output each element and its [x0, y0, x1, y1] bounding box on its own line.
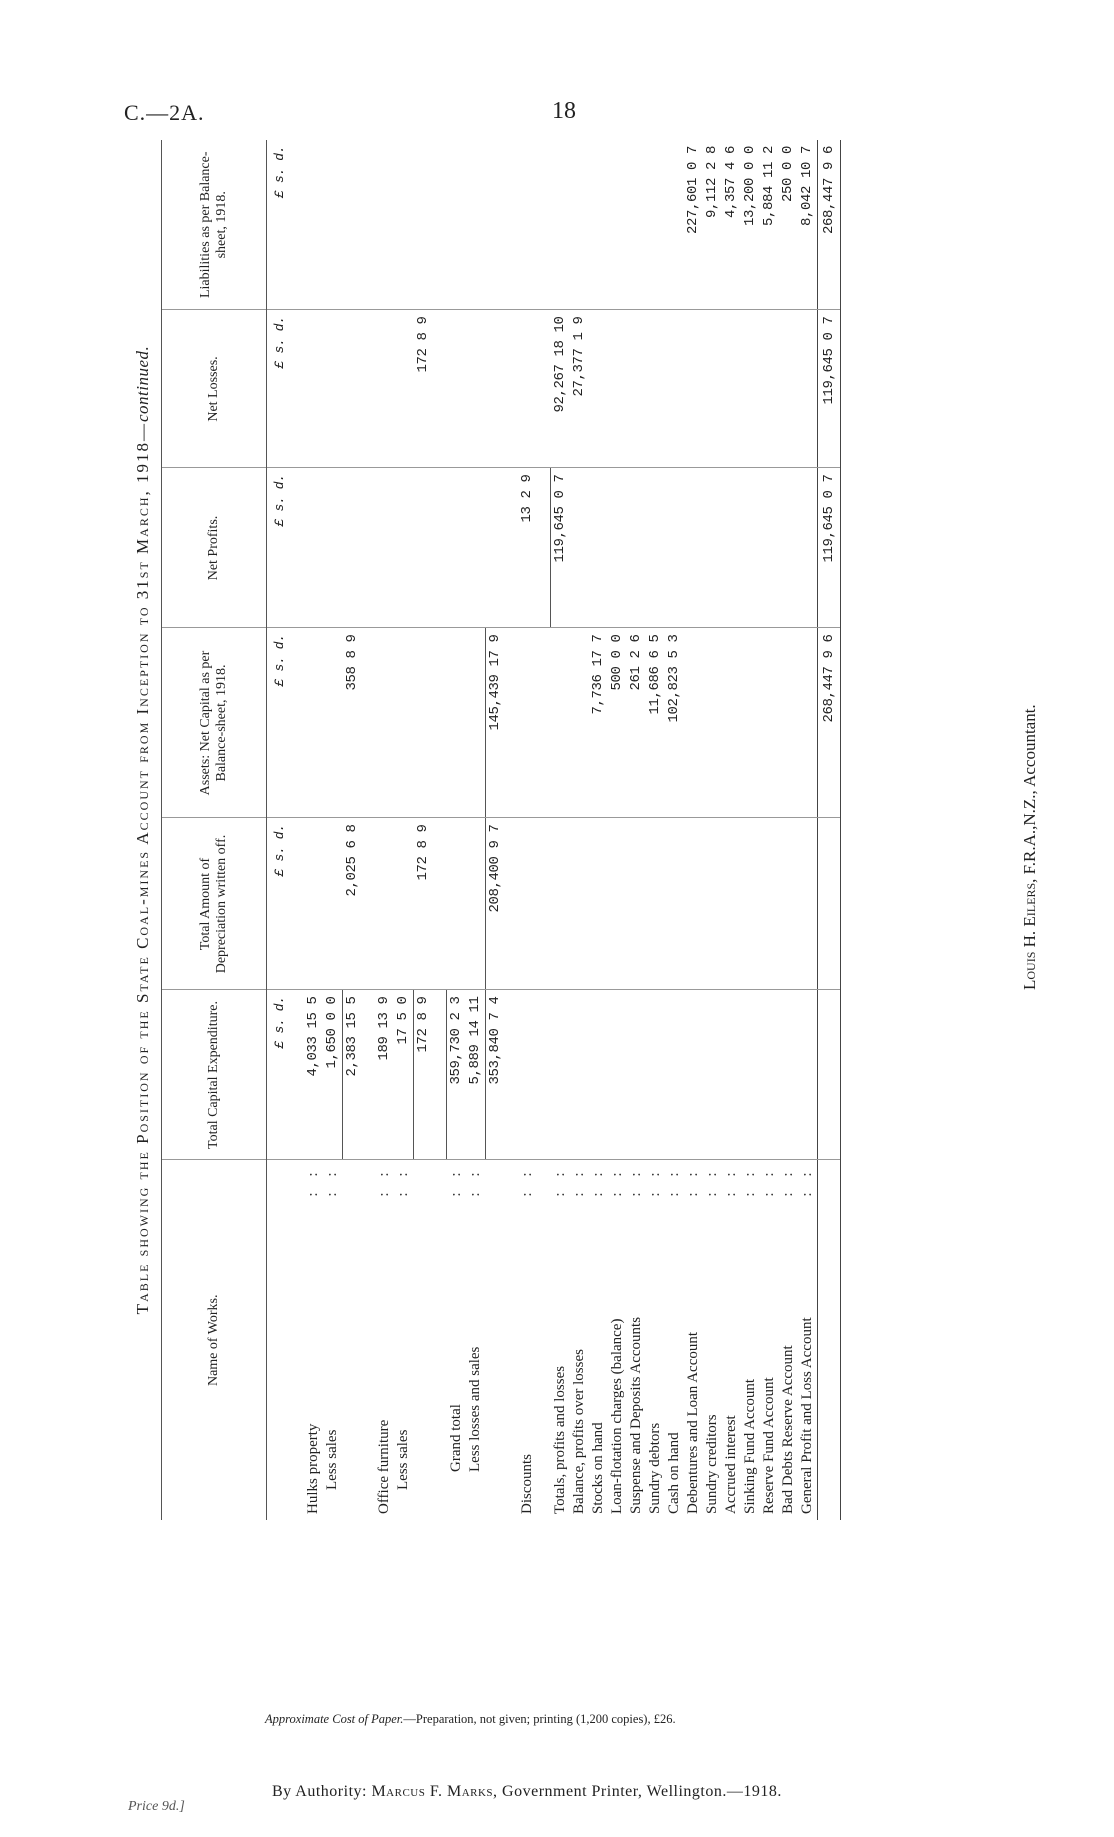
- leader-dots: : :: [761, 1166, 777, 1197]
- table-row: [343, 140, 363, 1520]
- row-label: Stocks on hand: [590, 1422, 606, 1514]
- table-row: [447, 140, 467, 1520]
- leader-dots: : :: [305, 1166, 321, 1197]
- cell-value: 119,645 0 7: [818, 310, 841, 468]
- title-continued: continued.: [133, 345, 152, 422]
- row-label: Balance, profits over losses: [571, 1349, 587, 1514]
- accountant-signature: [1020, 704, 1040, 990]
- row-label: Sundry creditors: [704, 1414, 720, 1514]
- table-row: [608, 140, 627, 1520]
- row-label: Less sales: [324, 1429, 341, 1490]
- table-row: [466, 140, 486, 1520]
- cell-value: 145,439 17 9: [486, 628, 506, 818]
- totals-row: [818, 140, 841, 1520]
- rotated-table-block: [133, 140, 1018, 1520]
- leader-dots: : :: [376, 1166, 392, 1197]
- leader-dots: : :: [685, 1166, 701, 1197]
- table-row: [414, 140, 434, 1520]
- cell-value: 359,730 2 3: [447, 990, 467, 1160]
- title-main: Table showing the Position of the State Coal-mines Account from Inception to 31st March, 1918—: [133, 422, 152, 1315]
- row-label: Accrued interest: [723, 1415, 739, 1514]
- table-row: [589, 140, 608, 1520]
- leader-dots: : :: [666, 1166, 682, 1197]
- col-name-of-works: Name of Works.: [162, 1160, 267, 1520]
- leader-dots: : :: [780, 1166, 796, 1197]
- cell-value: 172 8 9: [414, 818, 434, 990]
- row-label: Totals, profits and losses: [551, 1365, 568, 1514]
- cell-value: 7,736 17 7: [589, 628, 608, 818]
- cell-value: 1,650 0 0: [323, 990, 343, 1160]
- cell-value: 268,447 9 6: [818, 628, 841, 818]
- row-label: Grand total: [447, 1404, 464, 1472]
- cell-value: 2,025 6 8: [343, 818, 363, 990]
- unit-label: £ s. d.: [267, 628, 292, 818]
- column-header-row: [162, 140, 267, 1520]
- signature-suffix: , F.R.A.,N.Z., Accountant.: [1020, 704, 1039, 883]
- row-label: Discounts: [519, 1454, 535, 1514]
- leader-dots: : :: [551, 1166, 568, 1197]
- leader-dots: : :: [467, 1166, 484, 1197]
- leader-dots: : :: [447, 1166, 464, 1197]
- row-label: Hulks property: [305, 1423, 321, 1514]
- leader-dots: : :: [395, 1166, 412, 1197]
- cell-value: 9,112 2 8: [703, 140, 722, 310]
- unit-label: £ s. d.: [267, 468, 292, 628]
- table-row: [518, 140, 537, 1520]
- cell-value: 208,400 9 7: [486, 818, 506, 990]
- cell-value: 172 8 9: [414, 990, 434, 1160]
- cell-value: 261 2 6: [627, 628, 646, 818]
- signature-name: Louis H. Eilers: [1020, 882, 1039, 990]
- table-row: [741, 140, 760, 1520]
- cell-value: 5,889 14 11: [466, 990, 486, 1160]
- row-label: Reserve Fund Account: [761, 1377, 777, 1514]
- table-row: [627, 140, 646, 1520]
- col-total-capital: Total Capital Expenditure.: [162, 990, 267, 1160]
- cell-value: 5,884 11 2: [760, 140, 779, 310]
- page-number: 18: [552, 98, 576, 124]
- row-label: Bad Debts Reserve Account: [780, 1345, 796, 1514]
- units-row: [267, 140, 292, 1520]
- table-row: [394, 140, 414, 1520]
- cell-value: 17 5 0: [394, 990, 414, 1160]
- leader-dots: : :: [723, 1166, 739, 1197]
- cell-value: 4,357 4 6: [722, 140, 741, 310]
- col-net-losses: Net Losses.: [162, 310, 267, 468]
- table-row: [304, 140, 323, 1520]
- cell-value: 27,377 1 9: [570, 310, 589, 468]
- authority-prefix: By Authority:: [272, 1783, 367, 1800]
- printer-name: Marcus F. Marks: [371, 1783, 494, 1800]
- cell-value: 227,601 0 7: [684, 140, 703, 310]
- cost-note-label: Approximate Cost of Paper.: [265, 1712, 404, 1726]
- leader-dots: : :: [628, 1166, 644, 1197]
- document-code: C.—2A.: [124, 100, 205, 125]
- cell-value: 102,823 5 3: [665, 628, 684, 818]
- cell-value: 11,686 6 5: [646, 628, 665, 818]
- leader-dots: : :: [324, 1166, 341, 1197]
- table-row: [486, 140, 506, 1520]
- table-row: [722, 140, 741, 1520]
- cell-value: 92,267 18 10: [551, 310, 571, 468]
- cell-value: 2,383 15 5: [343, 990, 363, 1160]
- cell-value: 119,645 0 7: [551, 468, 571, 628]
- leader-dots: : :: [519, 1166, 535, 1197]
- leader-dots: : :: [799, 1166, 815, 1197]
- table-row: [646, 140, 665, 1520]
- printer-authority: [272, 1783, 782, 1801]
- col-liabilities: Liabilities as per Balance-sheet, 1918.: [162, 140, 267, 310]
- cell-value: 172 8 9: [414, 310, 434, 468]
- table-row: [779, 140, 798, 1520]
- row-label: Cash on hand: [666, 1432, 682, 1514]
- cell-value: 358 8 9: [343, 628, 363, 818]
- leader-dots: : :: [647, 1166, 663, 1197]
- table-row: [375, 140, 394, 1520]
- row-label: Sundry debtors: [647, 1422, 663, 1514]
- table-row: [798, 140, 818, 1520]
- cell-value: 250 0 0: [779, 140, 798, 310]
- table-row: [684, 140, 703, 1520]
- table-row: [323, 140, 343, 1520]
- leader-dots: : :: [704, 1166, 720, 1197]
- cell-value: 13,200 0 0: [741, 140, 760, 310]
- authority-suffix: , Government Printer, Wellington.—1918.: [493, 1783, 782, 1800]
- table-row: [665, 140, 684, 1520]
- cell-value: 500 0 0: [608, 628, 627, 818]
- cost-note-text: —Preparation, not given; printing (1,200 copies), £26.: [403, 1712, 676, 1726]
- col-net-profits: Net Profits.: [162, 468, 267, 628]
- row-label: Loan-flotation charges (balance): [609, 1318, 625, 1514]
- row-label: General Profit and Loss Account: [799, 1317, 815, 1514]
- leader-dots: : :: [742, 1166, 758, 1197]
- unit-label: £ s. d.: [267, 310, 292, 468]
- col-assets: Assets: Net Capital as per Balance-sheet, 1918.: [162, 628, 267, 818]
- coal-mines-account-table: [161, 140, 841, 1520]
- row-label: Debentures and Loan Account: [685, 1331, 701, 1514]
- table-title: [133, 140, 159, 1520]
- row-label: Less sales: [395, 1429, 412, 1490]
- leader-dots: : :: [571, 1166, 587, 1197]
- row-label: Sinking Fund Account: [742, 1378, 758, 1514]
- row-label: Office furniture: [376, 1419, 392, 1514]
- price-note: Price 9d.]: [128, 1799, 185, 1814]
- unit-label: £ s. d.: [267, 818, 292, 990]
- cell-value: 119,645 0 7: [818, 468, 841, 628]
- row-label: Less losses and sales: [467, 1346, 484, 1472]
- cell-value: 268,447 9 6: [818, 140, 841, 310]
- cell-value: 189 13 9: [375, 990, 394, 1160]
- table-row: [570, 140, 589, 1520]
- unit-label: £ s. d.: [267, 990, 292, 1160]
- cell-value: 8,042 10 7: [798, 140, 818, 310]
- col-depreciation: Total Amount of Depreciation written off.: [162, 818, 267, 990]
- unit-label: £ s. d.: [267, 140, 292, 310]
- table-row: [703, 140, 722, 1520]
- row-label: Suspense and Deposits Accounts: [628, 1316, 644, 1514]
- cell-value: 353,840 7 4: [486, 990, 506, 1160]
- cost-note: [265, 1712, 676, 1727]
- cell-value: 4,033 15 5: [304, 990, 323, 1160]
- leader-dots: : :: [609, 1166, 625, 1197]
- cell-value: 13 2 9: [518, 468, 537, 628]
- leader-dots: : :: [590, 1166, 606, 1197]
- table-row: [551, 140, 571, 1520]
- table-row: [760, 140, 779, 1520]
